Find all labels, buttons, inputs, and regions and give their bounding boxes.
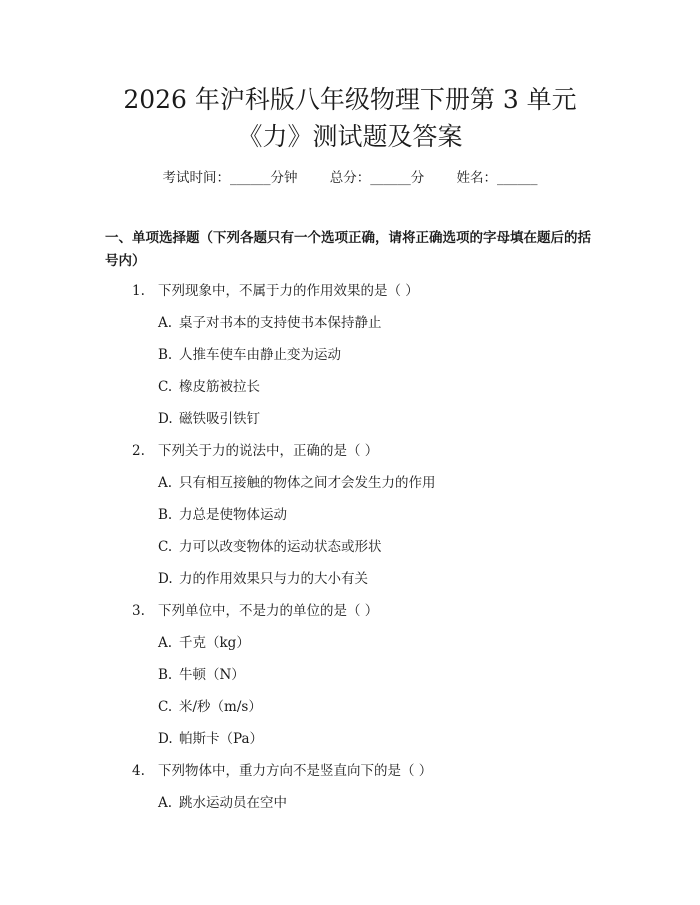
question-2-option-b	[158, 505, 287, 525]
exam-info-line	[0, 168, 700, 188]
question-2-option-a	[158, 473, 436, 493]
option-text: 力可以改变物体的运动状态或形状	[179, 539, 382, 555]
question-1	[132, 281, 419, 301]
option-letter: B.	[158, 507, 173, 523]
option-text: 力的作用效果只与力的大小有关	[179, 571, 368, 587]
exam-time-label: 考试时间：______分钟	[162, 170, 298, 186]
question-1-option-d	[158, 409, 260, 429]
section-heading: 一、单项选择题（下列各题只有一个选项正确，请将正确选项的字母填在题后的括号内）	[105, 230, 591, 269]
option-letter: A.	[158, 315, 173, 331]
question-stem: 下列单位中，不是力的单位的是（ ）	[158, 603, 379, 619]
option-letter: A.	[158, 795, 173, 811]
question-2-option-c	[158, 537, 382, 557]
question-stem: 下列关于力的说法中，正确的是（ ）	[158, 443, 379, 459]
option-text: 人推车使车由静止变为运动	[179, 347, 341, 363]
question-number: 4.	[132, 763, 145, 779]
question-3-option-a	[158, 633, 250, 653]
option-text: 跳水运动员在空中	[179, 795, 287, 811]
question-1-option-a	[158, 313, 382, 333]
question-3-option-b	[158, 665, 245, 685]
option-text: 力总是使物体运动	[179, 507, 287, 523]
option-text: 桌子对书本的支持使书本保持静止	[179, 315, 382, 331]
question-4	[132, 761, 432, 781]
question-4-option-a	[158, 793, 287, 813]
question-number: 1.	[132, 283, 145, 299]
option-text: 只有相互接触的物体之间才会发生力的作用	[179, 475, 436, 491]
option-letter: A.	[158, 475, 173, 491]
question-number: 2.	[132, 443, 145, 459]
question-1-option-b	[158, 345, 341, 365]
question-2-option-d	[158, 569, 368, 589]
option-letter: D.	[158, 731, 173, 747]
question-3-option-c	[158, 697, 262, 717]
question-2	[132, 441, 378, 461]
option-letter: D.	[158, 411, 173, 427]
student-name-label: 姓名：______	[456, 170, 538, 186]
option-letter: A.	[158, 635, 173, 651]
question-3	[132, 601, 378, 621]
option-text: 橡皮筋被拉长	[179, 379, 260, 395]
option-text: 千克（kg）	[179, 635, 250, 651]
option-text: 磁铁吸引铁钉	[179, 411, 260, 427]
total-score-label: 总分：______分	[329, 170, 425, 186]
question-1-option-c	[158, 377, 260, 397]
option-letter: B.	[158, 667, 173, 683]
option-letter: C.	[158, 379, 173, 395]
option-letter: B.	[158, 347, 173, 363]
question-number: 3.	[132, 603, 145, 619]
option-letter: C.	[158, 539, 173, 555]
document-title-line-2: 《力》测试题及答案	[237, 122, 463, 151]
option-letter: C.	[158, 699, 173, 715]
option-text: 牛顿（N）	[179, 667, 245, 683]
question-stem: 下列物体中，重力方向不是竖直向下的是（ ）	[158, 763, 433, 779]
document-title-line-1: 2026 年沪科版八年级物理下册第 3 单元	[123, 85, 577, 114]
question-3-option-d	[158, 729, 263, 749]
option-text: 帕斯卡（Pa）	[179, 731, 264, 747]
question-stem: 下列现象中，不属于力的作用效果的是（ ）	[158, 283, 419, 299]
option-letter: D.	[158, 571, 173, 587]
option-text: 米/秒（m/s）	[179, 699, 262, 715]
